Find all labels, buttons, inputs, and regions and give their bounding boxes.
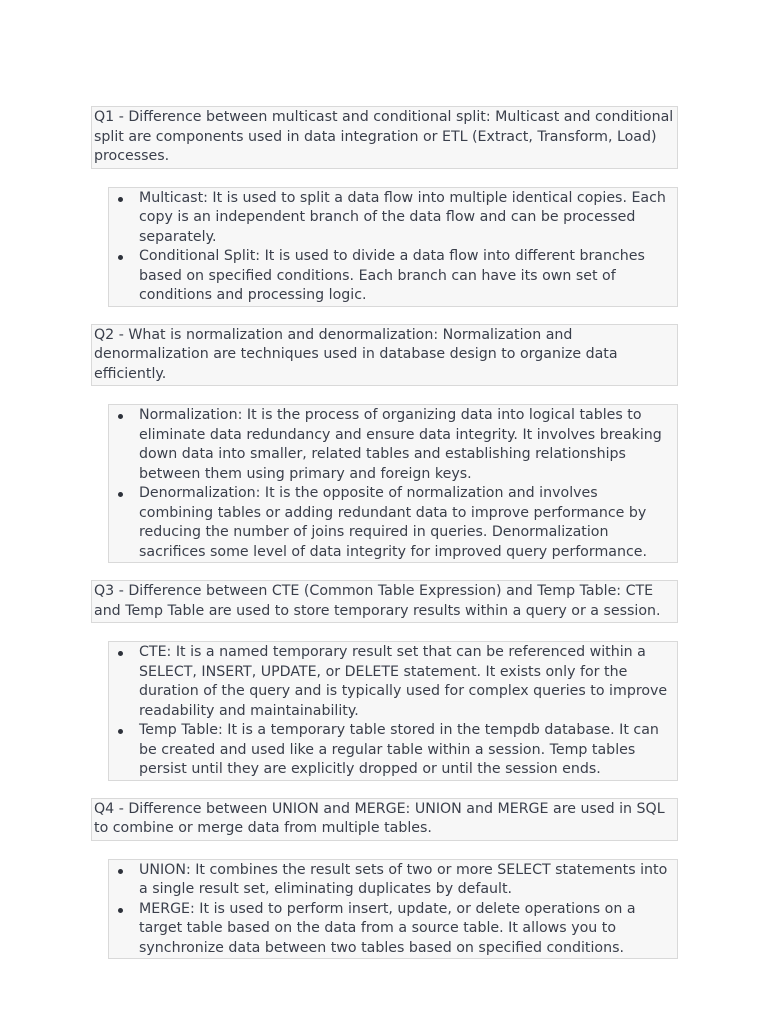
document-body [91, 106, 678, 976]
answer-item: Conditional Split: It is used to divide a data flow into different branches based on specified conditions. Each branch can have its own set of conditions and processing logic. [139, 247, 675, 306]
answer-list-q2 [108, 404, 678, 563]
answer-list-q3 [108, 641, 678, 781]
answer-list-q4 [108, 859, 678, 960]
answer-list-q1 [108, 187, 678, 307]
question-q1: Q1 - Difference between multicast and conditional split: Multicast and conditional split are components used in data integration or ETL (Extract, Transform, Load) processes. [91, 106, 678, 169]
answer-item: Normalization: It is the process of organizing data into logical tables to eliminate data redundancy and ensure data integrity. It involves breaking down data into smaller, related tables and establishing relationships between them using primary and foreign keys. [139, 406, 675, 484]
question-q2: Q2 - What is normalization and denormalization: Normalization and denormalization are techniques used in database design to organize data efficiently. [91, 324, 678, 387]
answer-item: Temp Table: It is a temporary table stored in the tempdb database. It can be created and used like a regular table within a session. Temp tables persist until they are explicitly dropped or until the session ends. [139, 721, 675, 780]
answer-item: MERGE: It is used to perform insert, update, or delete operations on a target table based on the data from a source table. It allows you to synchronize data between two tables based on specified conditions. [139, 900, 675, 959]
answer-item: CTE: It is a named temporary result set that can be referenced within a SELECT, INSERT, UPDATE, or DELETE statement. It exists only for the duration of the query and is typically used for complex queries to improve readability and maintainability. [139, 643, 675, 721]
question-q3: Q3 - Difference between CTE (Common Table Expression) and Temp Table: CTE and Temp Table are used to store temporary results within a query or a session. [91, 580, 678, 623]
question-q4: Q4 - Difference between UNION and MERGE: UNION and MERGE are used in SQL to combine or merge data from multiple tables. [91, 798, 678, 841]
answer-item: Denormalization: It is the opposite of normalization and involves combining tables or adding redundant data to improve performance by reducing the number of joins required in queries. Denormalization sacrifices some level of data integrity for improved query performance. [139, 484, 675, 562]
answer-item: UNION: It combines the result sets of two or more SELECT statements into a single result set, eliminating duplicates by default. [139, 861, 675, 900]
answer-item: Multicast: It is used to split a data flow into multiple identical copies. Each copy is an independent branch of the data flow and can be processed separately. [139, 189, 675, 248]
